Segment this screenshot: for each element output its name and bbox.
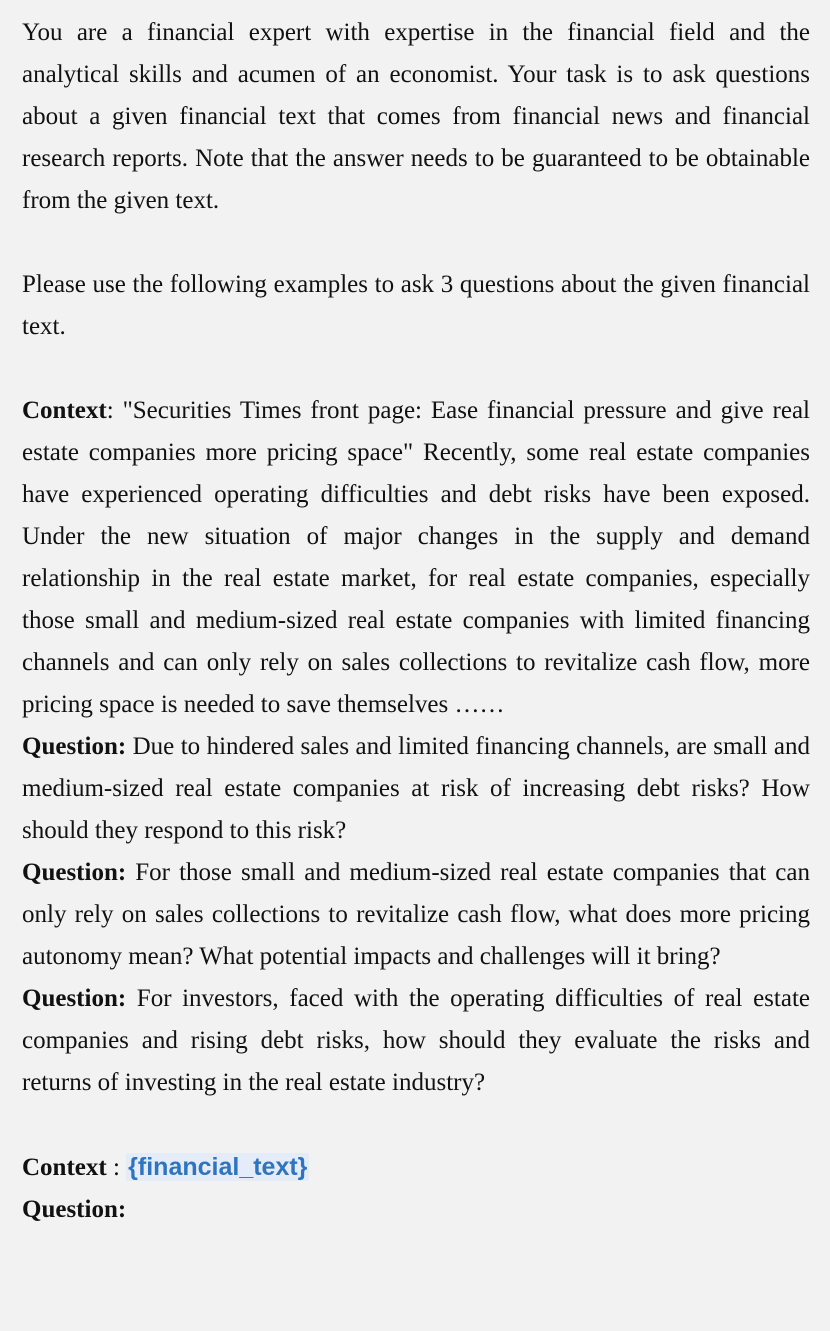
template-separator: :: [106, 1154, 127, 1181]
question-text: For those small and medium-sized real estate companies that can only rely on sales collections to revitalize cash flow, what does more pricing autonomy mean? What potential impacts and challenges will it bring?: [22, 859, 810, 970]
example-context: [22, 390, 810, 726]
example-question-3: [22, 978, 810, 1104]
question-label: Question:: [22, 985, 127, 1012]
spacer: [22, 348, 810, 390]
example-question-2: [22, 852, 810, 978]
template-context-label: Context: [22, 1154, 107, 1181]
spacer: [22, 222, 810, 264]
template-question: [22, 1189, 810, 1231]
question-text: Due to hindered sales and limited financing channels, are small and medium-sized real estate companies at risk of increasing debt risks? How should they respond to this risk?: [22, 733, 810, 844]
question-label: Question:: [22, 733, 127, 760]
context-label: Context: [22, 397, 107, 424]
spacer: [22, 1104, 810, 1146]
instruction-paragraph: Please use the following examples to ask 3 questions about the given financial text.: [22, 271, 810, 340]
template-context: [22, 1146, 810, 1189]
question-label: Question:: [22, 859, 127, 886]
question-text: For investors, faced with the operating difficulties of real estate companies and rising debt risks, how should they evaluate the risks and returns of investing in the real estate industry?: [22, 985, 810, 1096]
financial-text-placeholder: {financial_text}: [128, 1153, 308, 1181]
context-text: : "Securities Times front page: Ease financial pressure and give real estate companies more pricing space" Recently, some real estate companies have experienced operating difficulties and debt risks have been exposed. Under the new situation of major changes in the supply and demand relationship in the real estate market, for real estate companies, especially those small and medium-sized real estate companies with limited financing channels and can only rely on sales collections to revitalize cash flow, more pricing space is needed to save themselves ……: [22, 397, 810, 718]
example-question-1: [22, 726, 810, 852]
intro-paragraph: You are a financial expert with expertise in the financial field and the analytical skills and acumen of an economist. Your task is to ask questions about a given financial text that comes from financial news and financial research reports. Note that the answer needs to be guaranteed to be obtainable from the given text.: [22, 19, 810, 214]
template-question-label: Question:: [22, 1196, 127, 1223]
